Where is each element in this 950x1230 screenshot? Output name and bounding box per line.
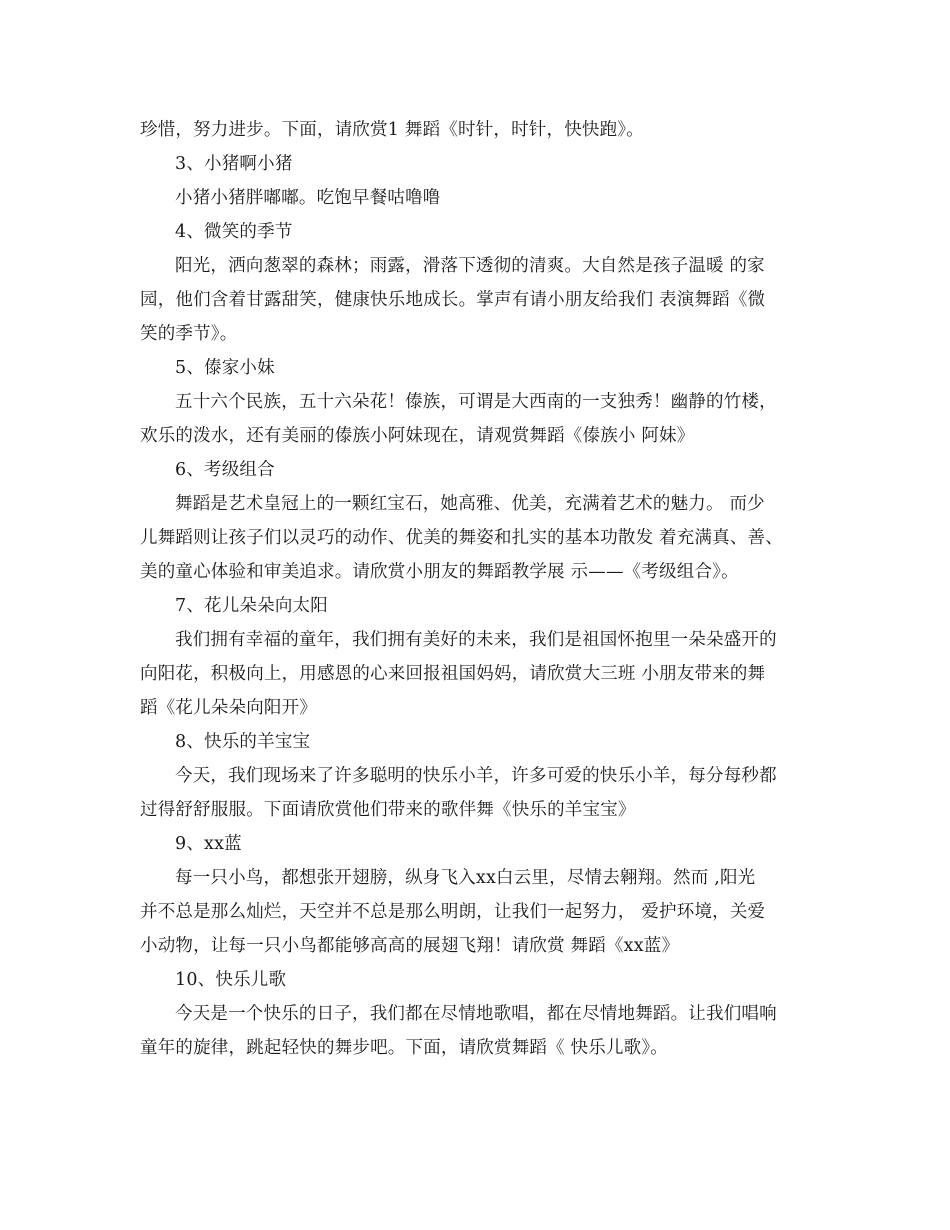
section-heading: 9、xx蓝 — [175, 834, 242, 854]
section-heading: 7、花儿朵朵向太阳 — [175, 596, 328, 616]
text-line: 今天，我们现场来了许多聪明的快乐小羊，许多可爱的快乐小羊，每分每秒都 — [175, 766, 777, 786]
text-line: 舞蹈是艺术皇冠上的一颗红宝石，她高雅、优美，充满着艺术的魅力。 而少 — [175, 494, 765, 514]
text-line: 今天是一个快乐的日子，我们都在尽情地歌唱，都在尽情地舞蹈。让我们唱响 — [175, 1004, 777, 1024]
text-line: 阳光，洒向葱翠的森林；雨露，滑落下透彻的清爽。大自然是孩子温暖 的家 — [175, 256, 765, 276]
section-heading: 10、快乐儿歌 — [175, 970, 287, 990]
text-line: 并不总是那么灿烂，天空并不总是那么明朗，让我们一起努力， 爱护环境，关爱 — [140, 902, 766, 922]
text-line: 五十六个民族，五十六朵花！傣族，可谓是大西南的一支独秀！幽静的竹楼， — [175, 392, 777, 412]
section-heading: 8、快乐的羊宝宝 — [175, 732, 311, 752]
text-line: 笑的季节》。 — [140, 324, 238, 344]
text-line: 儿舞蹈则让孩子们以灵巧的动作、优美的舞姿和扎实的基本功散发 着充满真、善、 — [140, 528, 783, 548]
text-line: 童年的旋律，跳起轻快的舞步吧。下面，请欣赏舞蹈《 快乐儿歌》。 — [140, 1038, 669, 1058]
text-line: 园，他们含着甘露甜笑，健康快乐地成长。掌声有请小朋友给我们 表演舞蹈《微 — [140, 290, 766, 310]
text-line: 小猪小猪胖嘟嘟。吃饱早餐咕噜噜 — [175, 188, 441, 208]
section-heading: 3、小猪啊小猪 — [175, 154, 293, 174]
section-heading: 5、傣家小妹 — [175, 358, 275, 378]
text-line: 我们拥有幸福的童年，我们拥有美好的未来，我们是祖国怀抱里一朵朵盛开的 — [175, 630, 777, 650]
text-line: 美的童心体验和审美追求。请欣赏小朋友的舞蹈教学展 示——《考级组合》。 — [140, 562, 739, 582]
section-heading: 4、微笑的季节 — [175, 222, 293, 242]
section-heading: 6、考级组合 — [175, 460, 275, 480]
text-line: 向阳花，积极向上，用感恩的心来回报祖国妈妈，请欣赏大三班 小朋友带来的舞 — [140, 664, 766, 684]
text-line: 欢乐的泼水，还有美丽的傣族小阿妹现在，请观赏舞蹈《傣族小 阿妹》 — [140, 426, 695, 446]
text-line: 蹈《花儿朵朵向阳开》 — [140, 698, 317, 718]
text-line: 每一只小鸟，都想张开翅膀，纵身飞入xx白云里，尽情去翱翔。然而 ,阳光 — [175, 868, 756, 888]
text-line: 小动物，让每一只小鸟都能够高高的展翅飞翔！请欣赏 舞蹈《xx蓝》 — [140, 936, 680, 956]
text-line: 过得舒舒服服。下面请欣赏他们带来的歌伴舞《快乐的羊宝宝》 — [140, 800, 636, 820]
text-line: 珍惜，努力进步。下面，请欣赏1 舞蹈《时针，时针，快快跑》。 — [140, 120, 644, 140]
